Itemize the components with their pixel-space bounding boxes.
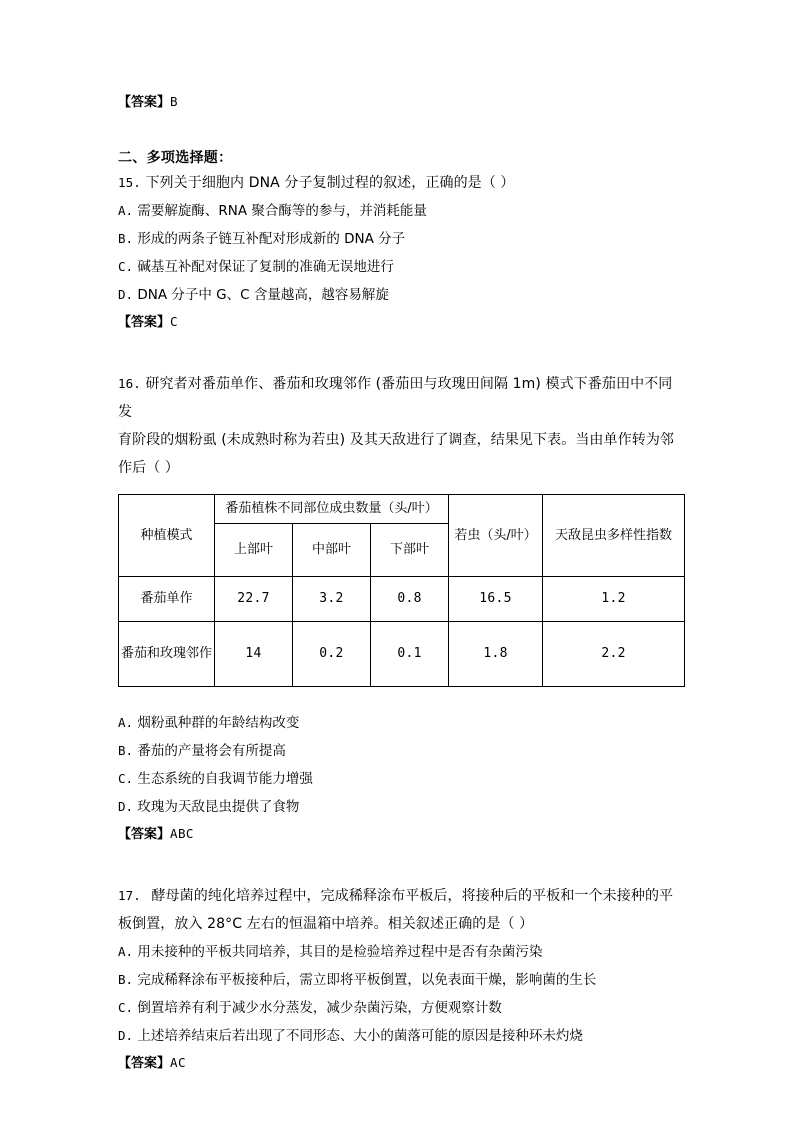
option-letter: D. <box>118 287 134 302</box>
option-text: 需要解旋酶、RNA 聚合酶等的参与，并消耗能量 <box>137 203 427 219</box>
cell-diversity: 2.2 <box>543 622 685 687</box>
cell-upper-leaf: 22.7 <box>215 577 293 622</box>
cell-mode: 番茄和玫瑰邻作 <box>119 622 215 687</box>
answer-label: 【答案】 <box>118 95 171 110</box>
table-row <box>119 577 685 622</box>
option-text: 形成的两条子链互补配对形成新的 DNA 分子 <box>137 231 406 247</box>
answer-label: 【答案】 <box>118 1056 171 1071</box>
question-15-option-c <box>118 253 684 281</box>
question-16-stem-line1 <box>118 370 684 426</box>
question-17-number: 17. <box>118 888 141 903</box>
cell-upper-leaf: 14 <box>215 622 293 687</box>
question-17-option-c <box>118 994 684 1022</box>
question-17-option-a <box>118 938 684 966</box>
question-15-answer <box>118 309 684 336</box>
document-body <box>118 0 684 1077</box>
option-letter: A. <box>118 715 134 730</box>
question-16-answer <box>118 821 684 848</box>
question-15-number: 15. <box>118 175 141 190</box>
option-text: 用未接种的平板共同培养，其目的是检验培养过程中是否有杂菌污染 <box>137 944 543 960</box>
option-text: 上述培养结束后若出现了不同形态、大小的菌落可能的原因是接种环未灼烧 <box>137 1028 583 1044</box>
option-text: 番茄的产量将会有所提高 <box>137 743 286 759</box>
spacer-before-section <box>118 113 684 147</box>
question-16-number: 16. <box>118 376 141 391</box>
header-upper-leaf: 上部叶 <box>215 524 293 577</box>
option-letter: C. <box>118 771 134 786</box>
option-letter: A. <box>118 944 134 959</box>
option-letter: D. <box>118 799 134 814</box>
option-text: 烟粉虱种群的年龄结构改变 <box>137 715 300 731</box>
option-letter: D. <box>118 1028 134 1043</box>
question-17-option-d <box>118 1022 684 1050</box>
question-17-option-b <box>118 966 684 994</box>
spacer-before-q17 <box>118 848 684 882</box>
table-row <box>119 622 685 687</box>
answer-line-previous <box>118 92 684 113</box>
question-16-stem-text-1: 研究者对番茄单作、番茄和玫瑰邻作 (番茄田与玫瑰田间隔 1m) 模式下番茄田中不同发 <box>118 376 673 420</box>
option-text: DNA 分子中 G、C 含量越高，越容易解旋 <box>137 287 389 303</box>
header-diversity-index: 天敌昆虫多样性指数 <box>543 495 685 577</box>
option-text: 玫瑰为天敌昆虫提供了食物 <box>137 799 300 815</box>
spacer-after-table <box>118 687 684 709</box>
spacer-before-q16 <box>118 336 684 370</box>
option-letter: B. <box>118 743 134 758</box>
option-text: 生态系统的自我调节能力增强 <box>137 771 313 787</box>
cell-lower-leaf: 0.1 <box>371 622 449 687</box>
question-17-stem-text-1: 酵母菌的纯化培养过程中，完成稀释涂布平板后，将接种后的平板和一个未接种的平 <box>151 888 674 904</box>
option-letter: A. <box>118 203 134 218</box>
option-text: 完成稀释涂布平板接种后，需立即将平板倒置，以免表面干燥，影响菌的生长 <box>137 972 597 988</box>
header-middle-leaf: 中部叶 <box>293 524 371 577</box>
top-spacer <box>118 0 684 92</box>
cell-mode: 番茄单作 <box>119 577 215 622</box>
question-16-option-d <box>118 793 684 821</box>
answer-value: ABC <box>170 826 194 841</box>
question-15-stem-text: 下列关于细胞内 DNA 分子复制过程的叙述，正确的是（ ） <box>145 175 515 191</box>
question-16-stem-line3: 作后（ ） <box>118 460 179 476</box>
question-15-option-a <box>118 197 684 225</box>
section-heading: 二、多项选择题： <box>118 150 233 166</box>
question-16-stem-line2: 育阶段的烟粉虱 (未成熟时称为若虫) 及其天敌进行了调查，结果见下表。当由单作转为邻 <box>118 432 675 448</box>
answer-value: B <box>170 94 178 109</box>
question-15-option-b <box>118 225 684 253</box>
option-text: 碱基互补配对保证了复制的准确无误地进行 <box>137 259 394 275</box>
option-letter: C. <box>118 1000 134 1015</box>
header-adult-count-group: 番茄植株不同部位成虫数量（头/叶） <box>215 495 449 524</box>
option-text: 倒置培养有利于减少水分蒸发，减少杂菌污染，方便观察计数 <box>137 1000 502 1016</box>
answer-label: 【答案】 <box>118 827 171 842</box>
cell-middle-leaf: 0.2 <box>293 622 371 687</box>
question-16-option-c <box>118 765 684 793</box>
option-letter: C. <box>118 259 134 274</box>
header-nymph: 若虫（头/叶） <box>449 495 543 577</box>
spacer-before-table <box>118 482 684 494</box>
cell-lower-leaf: 0.8 <box>371 577 449 622</box>
question-17-stem-line2: 板倒置，放入 28°C 左右的恒温箱中培养。相关叙述正确的是（ ） <box>118 916 534 932</box>
question-15-option-d <box>118 281 684 309</box>
cell-nymph: 1.8 <box>449 622 543 687</box>
answer-label: 【答案】 <box>118 315 171 330</box>
table-header-row-1 <box>119 495 685 524</box>
cell-diversity: 1.2 <box>543 577 685 622</box>
answer-value: AC <box>170 1055 186 1070</box>
cell-middle-leaf: 3.2 <box>293 577 371 622</box>
option-letter: B. <box>118 972 134 987</box>
answer-value: C <box>170 314 178 329</box>
question-16-option-a <box>118 709 684 737</box>
option-letter: B. <box>118 231 134 246</box>
header-planting-mode: 种植模式 <box>119 495 215 577</box>
question-17-stem-line1 <box>118 882 684 910</box>
question-17-answer <box>118 1050 684 1077</box>
question-16-option-b <box>118 737 684 765</box>
cell-nymph: 16.5 <box>449 577 543 622</box>
insect-survey-table <box>118 494 685 687</box>
header-lower-leaf: 下部叶 <box>371 524 449 577</box>
question-15-stem <box>118 169 684 197</box>
